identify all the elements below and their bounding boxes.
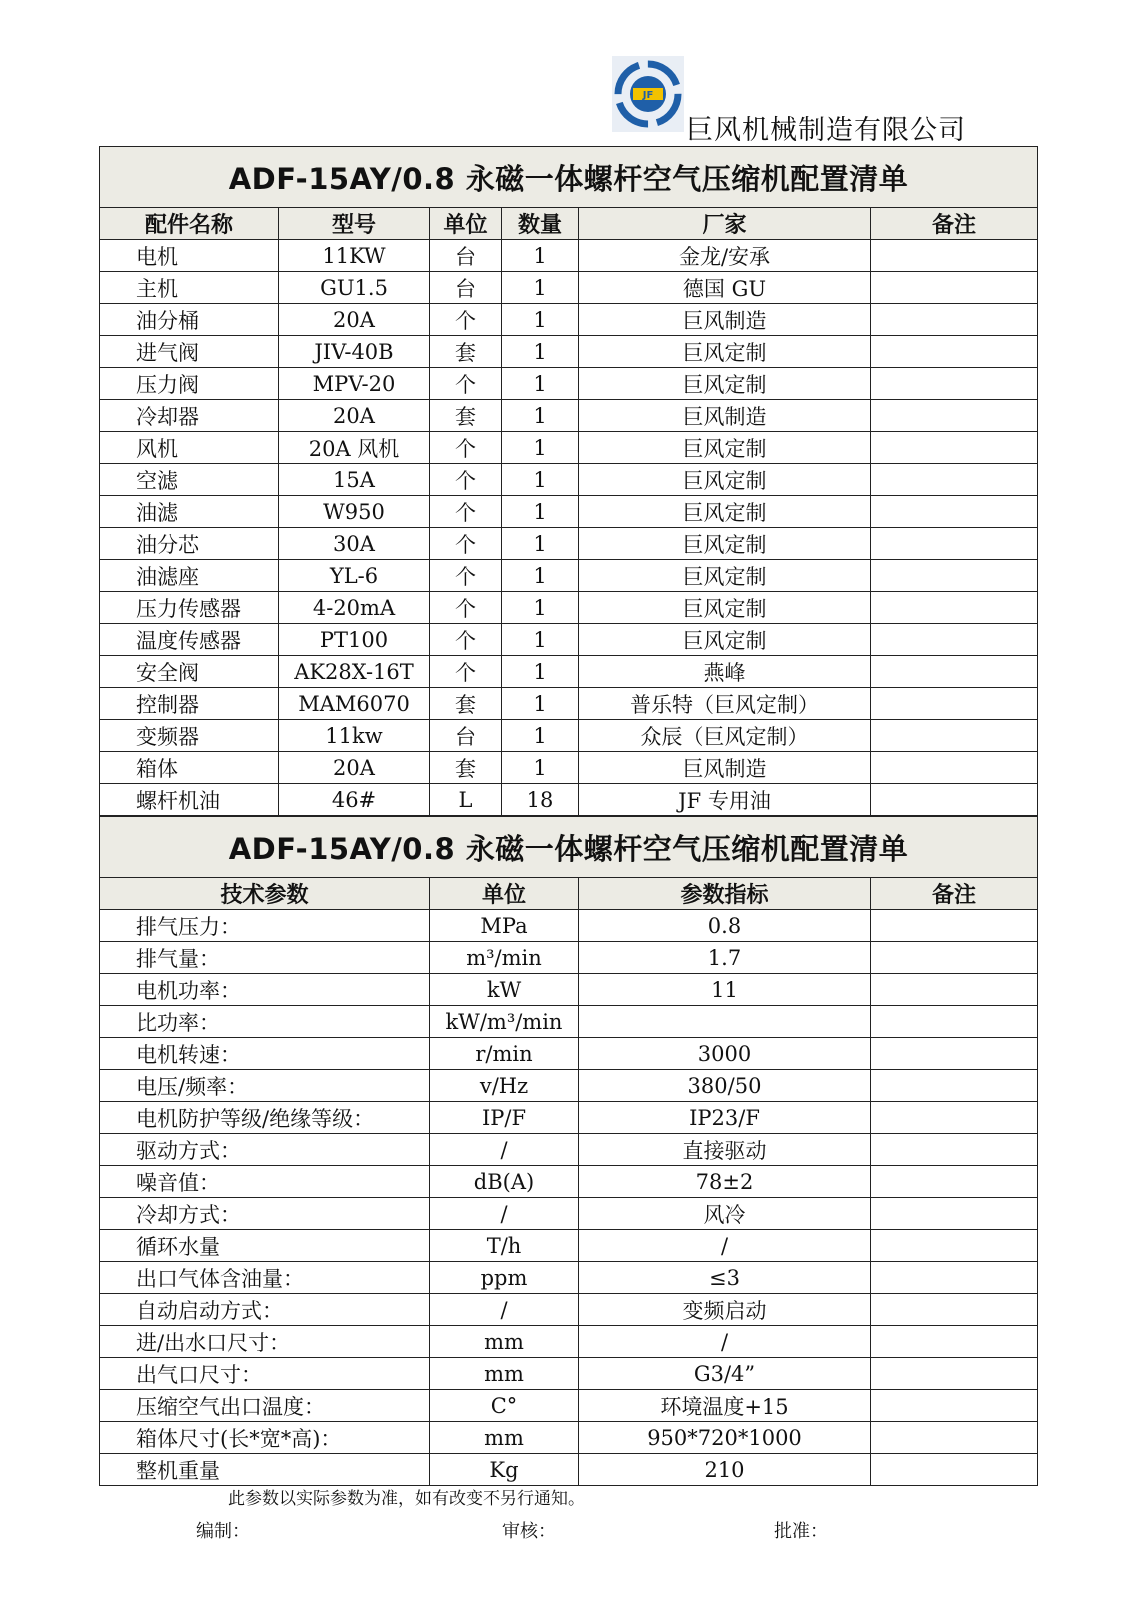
config-cell: 1: [502, 400, 579, 432]
config-cell: 1: [502, 240, 579, 272]
spec-cell: [871, 1198, 1038, 1230]
company-header: [612, 56, 1032, 146]
spec-cell: dB(A): [430, 1166, 579, 1198]
spec-cell: 3000: [579, 1038, 871, 1070]
config-cell: 1: [502, 560, 579, 592]
spec-cell: 变频启动: [579, 1294, 871, 1326]
spec-cell: v/Hz: [430, 1070, 579, 1102]
config-cell: 巨风制造: [579, 752, 871, 784]
config-cell: 箱体: [100, 752, 279, 784]
config-cell: 电机: [100, 240, 279, 272]
config-cell: 巨风定制: [579, 592, 871, 624]
spec-cell: [871, 1070, 1038, 1102]
config-cell: [871, 624, 1038, 656]
spec-cell: 电机转速：: [100, 1038, 430, 1070]
config-cell: 压力阀: [100, 368, 279, 400]
spec-table-row: [100, 1070, 1038, 1102]
config-cell: [871, 368, 1038, 400]
config-cell: 1: [502, 432, 579, 464]
spec-cell: 直接驱动: [579, 1134, 871, 1166]
approved-by-label: 批准：: [774, 1521, 828, 1542]
config-header-cell: 厂家: [579, 208, 871, 240]
config-cell: AK28X-16T: [279, 656, 430, 688]
spec-table-row: [100, 1422, 1038, 1454]
config-cell: 变频器: [100, 720, 279, 752]
config-cell: 巨风定制: [579, 368, 871, 400]
config-cell: [871, 784, 1038, 816]
config-cell: [871, 720, 1038, 752]
spec-cell: mm: [430, 1358, 579, 1390]
spec-cell: kW: [430, 974, 579, 1006]
config-cell: 个: [430, 528, 502, 560]
config-table: [99, 146, 1038, 816]
config-cell: 个: [430, 560, 502, 592]
config-header-cell: 数量: [502, 208, 579, 240]
spec-cell: ≤3: [579, 1262, 871, 1294]
config-cell: 个: [430, 496, 502, 528]
spec-title-row: [100, 817, 1038, 878]
config-table-row: [100, 464, 1038, 496]
config-cell: 个: [430, 624, 502, 656]
spec-cell: 压缩空气出口温度：: [100, 1390, 430, 1422]
spec-cell: kW/m³/min: [430, 1006, 579, 1038]
spec-cell: 循环水量: [100, 1230, 430, 1262]
config-table-row: [100, 592, 1038, 624]
config-cell: 巨风定制: [579, 336, 871, 368]
config-cell: 油分芯: [100, 528, 279, 560]
config-cell: 空滤: [100, 464, 279, 496]
config-cell: [871, 240, 1038, 272]
config-cell: 套: [430, 688, 502, 720]
config-table-row: [100, 304, 1038, 336]
config-cell: [871, 272, 1038, 304]
spec-cell: [871, 1166, 1038, 1198]
config-cell: 控制器: [100, 688, 279, 720]
config-cell: [871, 496, 1038, 528]
config-cell: [871, 336, 1038, 368]
config-table-row: [100, 272, 1038, 304]
spec-cell: 电机防护等级/绝缘等级：: [100, 1102, 430, 1134]
footer-note: 此参数以实际参数为准，如有改变不另行通知。: [228, 1489, 585, 1509]
spec-cell: 进/出水口尺寸：: [100, 1326, 430, 1358]
config-table-row: [100, 528, 1038, 560]
spec-table-row: [100, 1134, 1038, 1166]
config-cell: GU1.5: [279, 272, 430, 304]
spec-cell: [871, 1422, 1038, 1454]
spec-table-row: [100, 1390, 1038, 1422]
config-cell: 套: [430, 752, 502, 784]
spec-table-row: [100, 1262, 1038, 1294]
spec-cell: mm: [430, 1422, 579, 1454]
spec-header-cell: 备注: [871, 878, 1038, 910]
config-cell: 1: [502, 688, 579, 720]
svg-text:JF: JF: [642, 90, 654, 101]
config-table-row: [100, 432, 1038, 464]
spec-cell: [871, 1038, 1038, 1070]
spec-cell: 380/50: [579, 1070, 871, 1102]
spec-cell: MPa: [430, 910, 579, 942]
config-cell: 压力传感器: [100, 592, 279, 624]
spec-cell: 1.7: [579, 942, 871, 974]
config-cell: MPV-20: [279, 368, 430, 400]
spec-table-row: [100, 910, 1038, 942]
spec-cell: r/min: [430, 1038, 579, 1070]
spec-cell: 整机重量: [100, 1454, 430, 1486]
config-cell: 46#: [279, 784, 430, 816]
spec-cell: 出口气体含油量：: [100, 1262, 430, 1294]
spec-cell: [871, 1294, 1038, 1326]
config-header-cell: 备注: [871, 208, 1038, 240]
spec-cell: mm: [430, 1326, 579, 1358]
spec-header-row: [100, 878, 1038, 910]
config-cell: 台: [430, 720, 502, 752]
config-table-row: [100, 752, 1038, 784]
company-logo-icon: [612, 56, 684, 132]
config-table-row: [100, 624, 1038, 656]
spec-cell: /: [579, 1326, 871, 1358]
config-cell: 巨风制造: [579, 400, 871, 432]
spec-cell: [871, 1230, 1038, 1262]
config-cell: 1: [502, 272, 579, 304]
config-cell: 20A: [279, 752, 430, 784]
config-cell: 个: [430, 432, 502, 464]
config-cell: 20A: [279, 304, 430, 336]
spec-cell: [871, 1326, 1038, 1358]
config-cell: 个: [430, 592, 502, 624]
config-header-cell: 配件名称: [100, 208, 279, 240]
spec-header-cell: 单位: [430, 878, 579, 910]
config-cell: 安全阀: [100, 656, 279, 688]
spec-cell: 11: [579, 974, 871, 1006]
spec-cell: 排气量：: [100, 942, 430, 974]
config-cell: 个: [430, 368, 502, 400]
spec-cell: T/h: [430, 1230, 579, 1262]
spec-cell: 冷却方式：: [100, 1198, 430, 1230]
spec-cell: 电压/频率：: [100, 1070, 430, 1102]
config-cell: 巨风定制: [579, 560, 871, 592]
config-cell: 1: [502, 336, 579, 368]
config-cell: 1: [502, 528, 579, 560]
config-cell: [871, 304, 1038, 336]
config-table-row: [100, 720, 1038, 752]
config-table-row: [100, 784, 1038, 816]
spec-header-cell: 参数指标: [579, 878, 871, 910]
config-cell: 冷却器: [100, 400, 279, 432]
spec-cell: /: [579, 1230, 871, 1262]
config-cell: 4-20mA: [279, 592, 430, 624]
config-cell: 温度传感器: [100, 624, 279, 656]
config-cell: 巨风定制: [579, 496, 871, 528]
spec-cell: G3/4”: [579, 1358, 871, 1390]
config-cell: 风机: [100, 432, 279, 464]
company-name: 巨风机械制造有限公司: [686, 115, 966, 146]
config-cell: 个: [430, 464, 502, 496]
config-cell: 金龙/安承: [579, 240, 871, 272]
spec-cell: 箱体尺寸(长*宽*高)：: [100, 1422, 430, 1454]
spec-cell: m³/min: [430, 942, 579, 974]
config-cell: 11kw: [279, 720, 430, 752]
config-cell: 巨风定制: [579, 432, 871, 464]
spec-table-row: [100, 942, 1038, 974]
config-cell: 1: [502, 496, 579, 528]
spec-table-row: [100, 1454, 1038, 1486]
config-cell: 巨风定制: [579, 528, 871, 560]
config-cell: [871, 688, 1038, 720]
spec-cell: [871, 1390, 1038, 1422]
spec-cell: [871, 974, 1038, 1006]
spec-cell: 78±2: [579, 1166, 871, 1198]
spec-cell: 950*720*1000: [579, 1422, 871, 1454]
spec-cell: C°: [430, 1390, 579, 1422]
spec-cell: [871, 1102, 1038, 1134]
spec-cell: /: [430, 1294, 579, 1326]
spec-table-row: [100, 1166, 1038, 1198]
spec-table-row: [100, 1230, 1038, 1262]
spec-cell: 出气口尺寸：: [100, 1358, 430, 1390]
spec-cell: [871, 1454, 1038, 1486]
config-cell: 套: [430, 336, 502, 368]
config-cell: JIV-40B: [279, 336, 430, 368]
config-cell: 1: [502, 752, 579, 784]
config-cell: [871, 528, 1038, 560]
config-cell: 20A: [279, 400, 430, 432]
spec-cell: 0.8: [579, 910, 871, 942]
spec-cell: [871, 1134, 1038, 1166]
spec-cell: ppm: [430, 1262, 579, 1294]
spec-cell: 排气压力：: [100, 910, 430, 942]
spec-cell: IP/F: [430, 1102, 579, 1134]
config-header-row: [100, 208, 1038, 240]
spec-cell: [579, 1006, 871, 1038]
spec-table: [99, 816, 1038, 1486]
config-table-row: [100, 656, 1038, 688]
config-cell: 油滤: [100, 496, 279, 528]
spec-header-cell: 技术参数: [100, 878, 430, 910]
config-cell: 11KW: [279, 240, 430, 272]
config-table-row: [100, 400, 1038, 432]
config-cell: 个: [430, 656, 502, 688]
compiled-by-label: 编制：: [196, 1521, 250, 1542]
spec-cell: 210: [579, 1454, 871, 1486]
spec-table-row: [100, 1102, 1038, 1134]
spec-cell: /: [430, 1134, 579, 1166]
config-cell: 套: [430, 400, 502, 432]
spec-cell: 自动启动方式：: [100, 1294, 430, 1326]
config-cell: 15A: [279, 464, 430, 496]
config-cell: 巨风定制: [579, 464, 871, 496]
config-cell: 20A 风机: [279, 432, 430, 464]
config-cell: 台: [430, 272, 502, 304]
config-cell: 1: [502, 624, 579, 656]
config-cell: 1: [502, 304, 579, 336]
spec-cell: 比功率：: [100, 1006, 430, 1038]
config-cell: 主机: [100, 272, 279, 304]
config-cell: 台: [430, 240, 502, 272]
spec-cell: 环境温度+15: [579, 1390, 871, 1422]
config-table-row: [100, 336, 1038, 368]
config-cell: 30A: [279, 528, 430, 560]
config-cell: 巨风制造: [579, 304, 871, 336]
config-cell: 普乐特（巨风定制）: [579, 688, 871, 720]
config-table-row: [100, 496, 1038, 528]
config-cell: 1: [502, 368, 579, 400]
spec-cell: 电机功率：: [100, 974, 430, 1006]
config-table-title: ADF-15AY/0.8 永磁一体螺杆空气压缩机配置清单: [100, 147, 1038, 208]
spec-cell: 风冷: [579, 1198, 871, 1230]
config-cell: [871, 656, 1038, 688]
spec-cell: [871, 910, 1038, 942]
spec-table-row: [100, 1358, 1038, 1390]
config-cell: [871, 464, 1038, 496]
spec-cell: [871, 1262, 1038, 1294]
config-cell: 个: [430, 304, 502, 336]
config-cell: 进气阀: [100, 336, 279, 368]
config-cell: 1: [502, 720, 579, 752]
config-table-row: [100, 368, 1038, 400]
config-cell: 18: [502, 784, 579, 816]
config-cell: [871, 432, 1038, 464]
config-cell: 巨风定制: [579, 624, 871, 656]
config-cell: 燕峰: [579, 656, 871, 688]
config-cell: JF 专用油: [579, 784, 871, 816]
config-cell: 油滤座: [100, 560, 279, 592]
config-cell: PT100: [279, 624, 430, 656]
config-header-cell: 单位: [430, 208, 502, 240]
config-cell: MAM6070: [279, 688, 430, 720]
spec-table-row: [100, 1198, 1038, 1230]
spec-table-row: [100, 1038, 1038, 1070]
config-cell: 1: [502, 464, 579, 496]
config-cell: 众辰（巨风定制）: [579, 720, 871, 752]
config-cell: 1: [502, 592, 579, 624]
reviewed-by-label: 审核：: [502, 1521, 556, 1542]
spec-cell: [871, 1358, 1038, 1390]
spec-cell: [871, 942, 1038, 974]
spec-table-row: [100, 1294, 1038, 1326]
config-cell: YL-6: [279, 560, 430, 592]
spec-table-row: [100, 1326, 1038, 1358]
spec-cell: 驱动方式：: [100, 1134, 430, 1166]
config-cell: L: [430, 784, 502, 816]
spec-cell: IP23/F: [579, 1102, 871, 1134]
spec-table-row: [100, 1006, 1038, 1038]
spec-table-row: [100, 974, 1038, 1006]
configuration-sheet: [99, 146, 1037, 1486]
config-cell: [871, 560, 1038, 592]
config-cell: [871, 400, 1038, 432]
config-cell: [871, 752, 1038, 784]
config-table-row: [100, 560, 1038, 592]
spec-cell: 噪音值：: [100, 1166, 430, 1198]
config-title-row: [100, 147, 1038, 208]
config-cell: 螺杆机油: [100, 784, 279, 816]
config-cell: 1: [502, 656, 579, 688]
config-header-cell: 型号: [279, 208, 430, 240]
config-table-row: [100, 240, 1038, 272]
spec-table-title: ADF-15AY/0.8 永磁一体螺杆空气压缩机配置清单: [100, 817, 1038, 878]
spec-cell: [871, 1006, 1038, 1038]
config-cell: 德国 GU: [579, 272, 871, 304]
config-table-row: [100, 688, 1038, 720]
config-cell: W950: [279, 496, 430, 528]
spec-cell: /: [430, 1198, 579, 1230]
config-cell: [871, 592, 1038, 624]
spec-cell: Kg: [430, 1454, 579, 1486]
config-cell: 油分桶: [100, 304, 279, 336]
